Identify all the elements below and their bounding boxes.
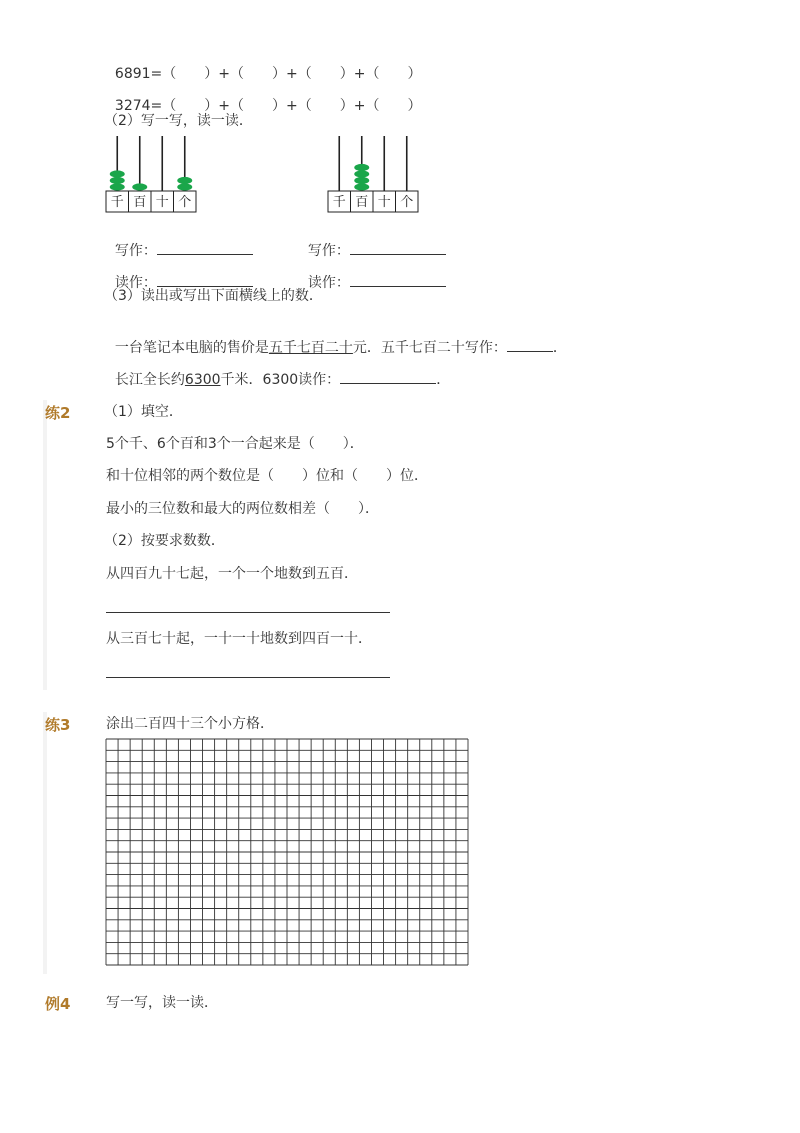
abacus-place-label: 千	[110, 195, 124, 210]
abacus-2	[326, 134, 422, 214]
square-grid[interactable]	[105, 738, 471, 968]
write-label: 写作：	[114, 243, 157, 259]
answer-line[interactable]	[106, 677, 390, 678]
lian2-part1-title: （1）填空．	[104, 404, 183, 420]
section-rule	[43, 712, 47, 974]
question-3b	[106, 351, 450, 389]
question-text: ．	[436, 372, 451, 388]
answer-line[interactable]	[106, 612, 390, 613]
answer-blank[interactable]	[350, 272, 446, 287]
question-text: 千米．6300读作：	[220, 372, 341, 388]
abacus-bead	[110, 177, 125, 184]
lian2-question-5: 从三百七十起，一十一十地数到四百一十．	[106, 631, 372, 647]
section-label-lian2: 练2	[45, 404, 71, 422]
lian2-question-4: 从四百九十七起，一个一个地数到五百．	[106, 566, 358, 582]
abacus-bead	[110, 170, 125, 177]
abacus-bead	[354, 164, 369, 171]
lian2-question-2: 和十位相邻的两个数位是（ ）位和（ ）位．	[106, 468, 428, 484]
abacus-place-label: 十	[377, 195, 391, 210]
section-rule	[43, 400, 47, 690]
question-text: ．	[552, 340, 567, 356]
equation-blanks: =（ ）+（ ）+（ ）+（ ）	[150, 98, 422, 114]
lian2-part2-title: （2）按要求数数．	[104, 533, 225, 549]
answer-blank[interactable]	[340, 369, 436, 384]
answer-blank[interactable]	[157, 240, 253, 255]
abacus-place-label: 百	[355, 195, 369, 210]
abacus-bead	[354, 177, 369, 184]
section-label-li4: 例4	[45, 995, 71, 1013]
part2-title: （2）写一写，读一读．	[104, 113, 253, 129]
answer-blank[interactable]	[157, 272, 253, 287]
abacus-bead	[110, 183, 125, 190]
abacus-place-label: 个	[178, 195, 192, 210]
question-text: 元．五千七百二十写作：	[352, 340, 507, 356]
underlined-number: 6300	[184, 372, 221, 388]
abacus-place-label: 千	[332, 195, 346, 210]
abacus-bead	[132, 183, 147, 190]
question-text: 一台笔记本电脑的售价是	[114, 340, 269, 356]
abacus-place-label: 十	[155, 195, 169, 210]
answer-blank[interactable]	[350, 240, 446, 255]
equation-3274	[106, 79, 421, 115]
equation-6891	[106, 47, 421, 83]
answer-blank[interactable]	[507, 337, 553, 352]
equation-number: 6891	[114, 66, 151, 82]
abacus-bead	[177, 183, 192, 190]
lian3-title: 涂出二百四十三个小方格．	[106, 716, 274, 732]
question-text: 长江全长约	[114, 372, 185, 388]
equation-blanks: =（ ）+（ ）+（ ）+（ ）	[150, 66, 422, 82]
lian2-question-3: 最小的三位数和最大的两位数相差（ ）．	[106, 501, 379, 517]
underlined-number: 五千七百二十	[268, 340, 353, 356]
li4-title: 写一写，读一读．	[106, 995, 218, 1011]
read-label: 读作：	[307, 275, 350, 291]
lian2-question-1: 5个千、6个百和3个一合起来是（ ）．	[106, 436, 364, 452]
abacus-place-label: 个	[400, 195, 414, 210]
equation-number: 3274	[114, 98, 151, 114]
abacus-bead	[354, 170, 369, 177]
part3-title: （3）读出或写出下面横线上的数．	[104, 288, 323, 304]
abacus-bead	[177, 177, 192, 184]
section-label-lian3: 练3	[45, 716, 71, 734]
abacus-place-label: 百	[133, 195, 147, 210]
abacus-1	[104, 134, 200, 214]
read-label: 读作：	[114, 275, 157, 291]
abacus-bead	[354, 183, 369, 190]
write-label: 写作：	[307, 243, 350, 259]
